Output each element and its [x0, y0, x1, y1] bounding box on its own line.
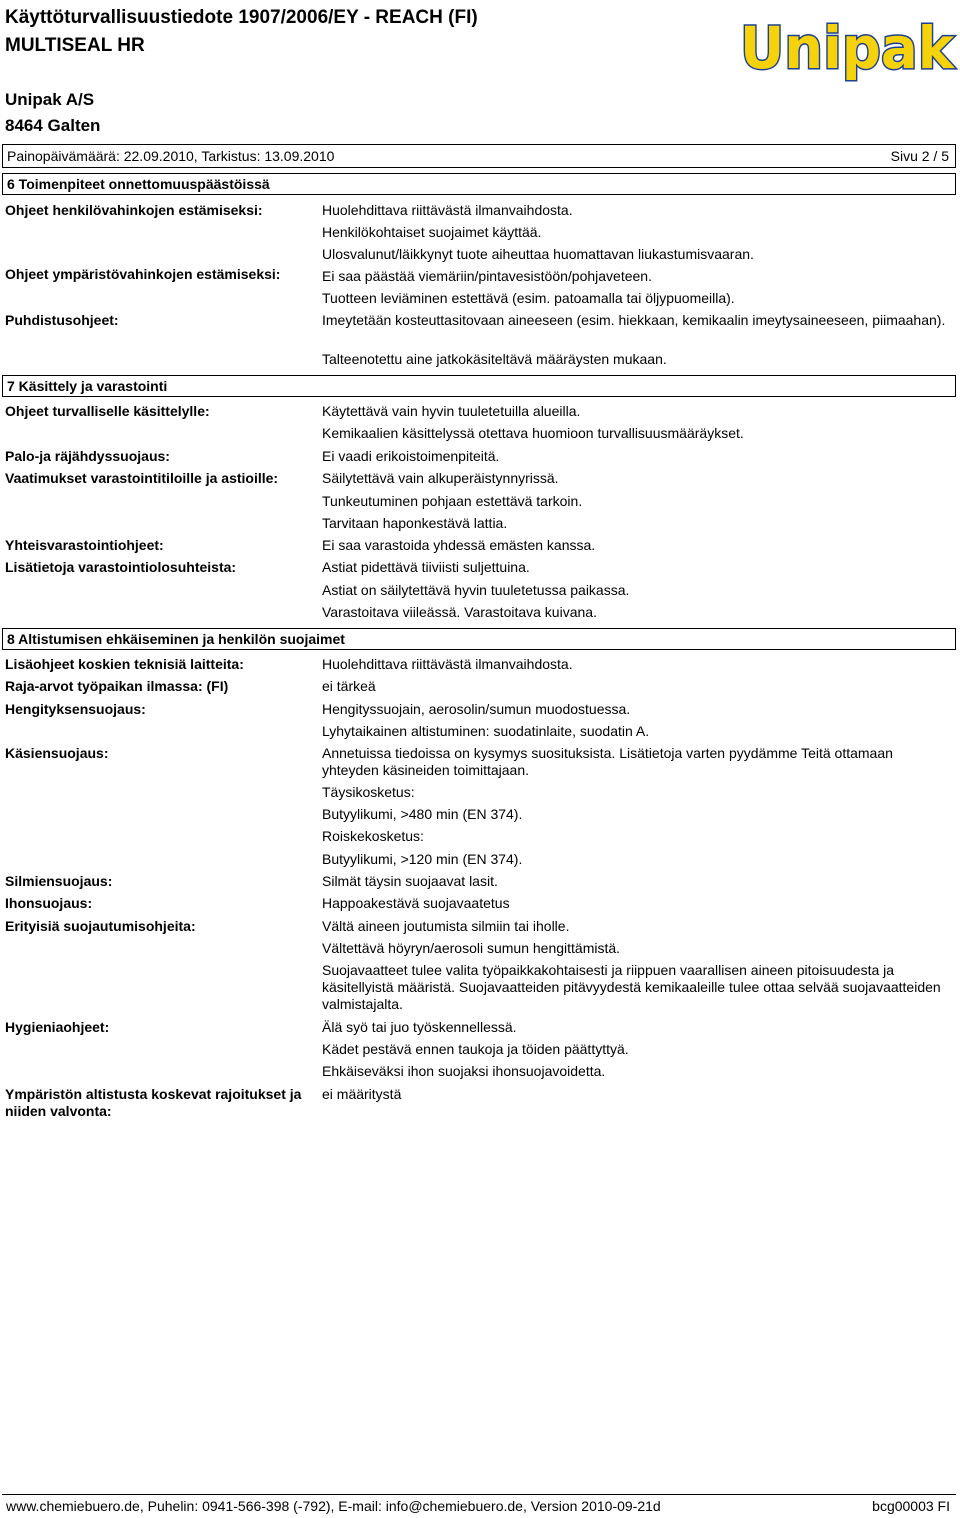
section-7-title: 7 Käsittely ja varastointi	[7, 378, 168, 394]
s8-value: Täysikosketus:	[322, 784, 415, 800]
s8-value: Vältettävä höyryn/aerosoli sumun hengittämistä.	[322, 940, 621, 956]
company-name: Unipak A/S	[5, 90, 95, 109]
label-fire-protection: Palo-ja räjähdyssuojaus:	[5, 448, 170, 464]
label-storage-requirements: Vaatimukset varastointitiloille ja astioille:	[5, 470, 279, 486]
label-hygiene: Hygieniaohjeet:	[5, 1019, 110, 1035]
s6-value: Huolehdittava riittävästä ilmanvaihdosta.	[322, 202, 573, 218]
label-joint-storage: Yhteisvarastointiohjeet:	[5, 537, 164, 553]
s7-value: Tunkeutuminen pohjaan estettävä tarkoin.	[322, 493, 583, 509]
s7-value: Varastoitava viileässä. Varastoitava kuivana.	[322, 604, 597, 620]
section-6-title: 6 Toimenpiteet onnettomuuspäästöissä	[7, 176, 270, 192]
label-technical-measures: Lisäohjeet koskien teknisiä laitteita:	[5, 656, 244, 672]
s7-value: Ei vaadi erikoistoimenpiteitä.	[322, 448, 500, 464]
section-8-title: 8 Altistumisen ehkäiseminen ja henkilön suojaimet	[7, 631, 345, 647]
s7-value: Astiat pidettävä tiiviisti suljettuina.	[322, 559, 530, 575]
label-safe-handling: Ohjeet turvalliselle käsittelylle:	[5, 403, 210, 419]
s6-value: Ulosvalunut/läikkynyt tuote aiheuttaa huomattavan liukastumisvaaran.	[322, 246, 754, 262]
s8-value: Butyylikumi, >480 min (EN 374).	[322, 806, 523, 822]
product-name: MULTISEAL HR	[5, 35, 145, 56]
label-exposure-limits: Raja-arvot työpaikan ilmassa: (FI)	[5, 678, 229, 694]
date-bar	[2, 144, 956, 168]
company-city: 8464 Galten	[5, 116, 101, 135]
s6-value: Ei saa päästää viemäriin/pintavesistöön/pohjaveteen.	[322, 268, 652, 284]
s8-value: Suojavaatteet tulee valita työpaikkakohtaisesti ja riippuen vaarallisen aineen pitoisuudesta ja käsitellyistä määristä. Suojavaatteiden pitävyydestä kemikaaleille tulee ottaa selvää suojavaatteiden valmistajalta.	[322, 962, 941, 1012]
s8-value: Huolehdittava riittävästä ilmanvaihdosta.	[322, 656, 573, 672]
footer-doc-id: bcg00003 FI	[872, 1498, 950, 1514]
section-6-header	[2, 173, 956, 195]
section-7-header	[2, 375, 956, 397]
s8-value: Älä syö tai juo työskennellessä.	[322, 1019, 517, 1035]
s6-value: Henkilökohtaiset suojaimet käyttää.	[322, 224, 542, 240]
s6-value: Tuotteen leviäminen estettävä (esim. patoamalla tai öljypuomeilla).	[322, 290, 735, 306]
s6-value: Talteenotettu aine jatkokäsiteltävä määräysten mukaan.	[322, 351, 667, 367]
label-environmental-exposure: Ympäristön altistusta koskevat rajoitukset ja niiden valvonta:	[5, 1086, 302, 1119]
label-special-instructions: Erityisiä suojautumisohjeita:	[5, 918, 196, 934]
s7-value: Astiat on säilytettävä hyvin tuuletetussa paikassa.	[322, 582, 630, 598]
s6-value: Imeytetään kosteuttasitovaan aineeseen (esim. hiekkaan, kemikaalin imeytysaineeseen, piimaahan).	[322, 312, 946, 328]
logo-wordmark: Unipak	[740, 14, 956, 82]
label-personal-precautions: Ohjeet henkilövahinkojen estämiseksi:	[5, 202, 263, 218]
s8-value: Hengityssuojain, aerosolin/sumun muodostuessa.	[322, 701, 631, 717]
label-hand-protection: Käsiensuojaus:	[5, 745, 109, 761]
s7-value: Käytettävä vain hyvin tuuletetuilla alueilla.	[322, 403, 581, 419]
page-number: Sivu 2 / 5	[890, 148, 949, 164]
s8-value: Lyhytaikainen altistuminen: suodatinlaite, suodatin A.	[322, 723, 650, 739]
s8-value: Roiskekosketus:	[322, 828, 424, 844]
s8-value: Kädet pestävä ennen taukoja ja töiden päättyttyä.	[322, 1041, 629, 1057]
footer	[2, 1494, 956, 1517]
unipak-logo	[736, 4, 958, 88]
s8-value: Butyylikumi, >120 min (EN 374).	[322, 851, 523, 867]
footer-contact: www.chemiebuero.de, Puhelin: 0941-566-398 (-792), E-mail: info@chemiebuero.de, Version 2010-09-21d	[6, 1498, 661, 1514]
s8-value: ei määritystä	[322, 1086, 402, 1102]
s8-value: Vältä aineen joutumista silmiin tai iholle.	[322, 918, 570, 934]
s8-value: Silmät täysin suojaavat lasit.	[322, 873, 498, 889]
s7-value: Kemikaalien käsittelyssä otettava huomioon turvallisuusmääräykset.	[322, 425, 744, 441]
label-cleaning: Puhdistusohjeet:	[5, 312, 119, 328]
label-respiratory-protection: Hengityksensuojaus:	[5, 701, 146, 717]
section-8-header	[2, 628, 956, 650]
s7-value: Säilytettävä vain alkuperäistynnyrissä.	[322, 470, 559, 486]
s8-value: Annetuissa tiedoissa on kysymys suosituksista. Lisätietoja varten pyydämme Teitä ottamaan yhteyden käsineiden toimittajaan.	[322, 745, 893, 778]
s8-value: Ehkäiseväksi ihon suojaksi ihonsuojavoidetta.	[322, 1063, 606, 1079]
s8-value: ei tärkeä	[322, 678, 376, 694]
s7-value: Ei saa varastoida yhdessä emästen kanssa.	[322, 537, 596, 553]
print-date: Painopäivämäärä: 22.09.2010, Tarkistus: 13.09.2010	[7, 148, 335, 164]
label-environmental-precautions: Ohjeet ympäristövahinkojen estämiseksi:	[5, 266, 281, 282]
s7-value: Tarvitaan haponkestävä lattia.	[322, 515, 508, 531]
label-eye-protection: Silmiensuojaus:	[5, 873, 113, 889]
label-further-storage: Lisätietoja varastointiolosuhteista:	[5, 559, 237, 575]
s8-value: Happoakestävä suojavaatetus	[322, 895, 510, 911]
label-skin-protection: Ihonsuojaus:	[5, 895, 93, 911]
document-title: Käyttöturvallisuustiedote 1907/2006/EY - REACH (FI)	[5, 7, 478, 28]
